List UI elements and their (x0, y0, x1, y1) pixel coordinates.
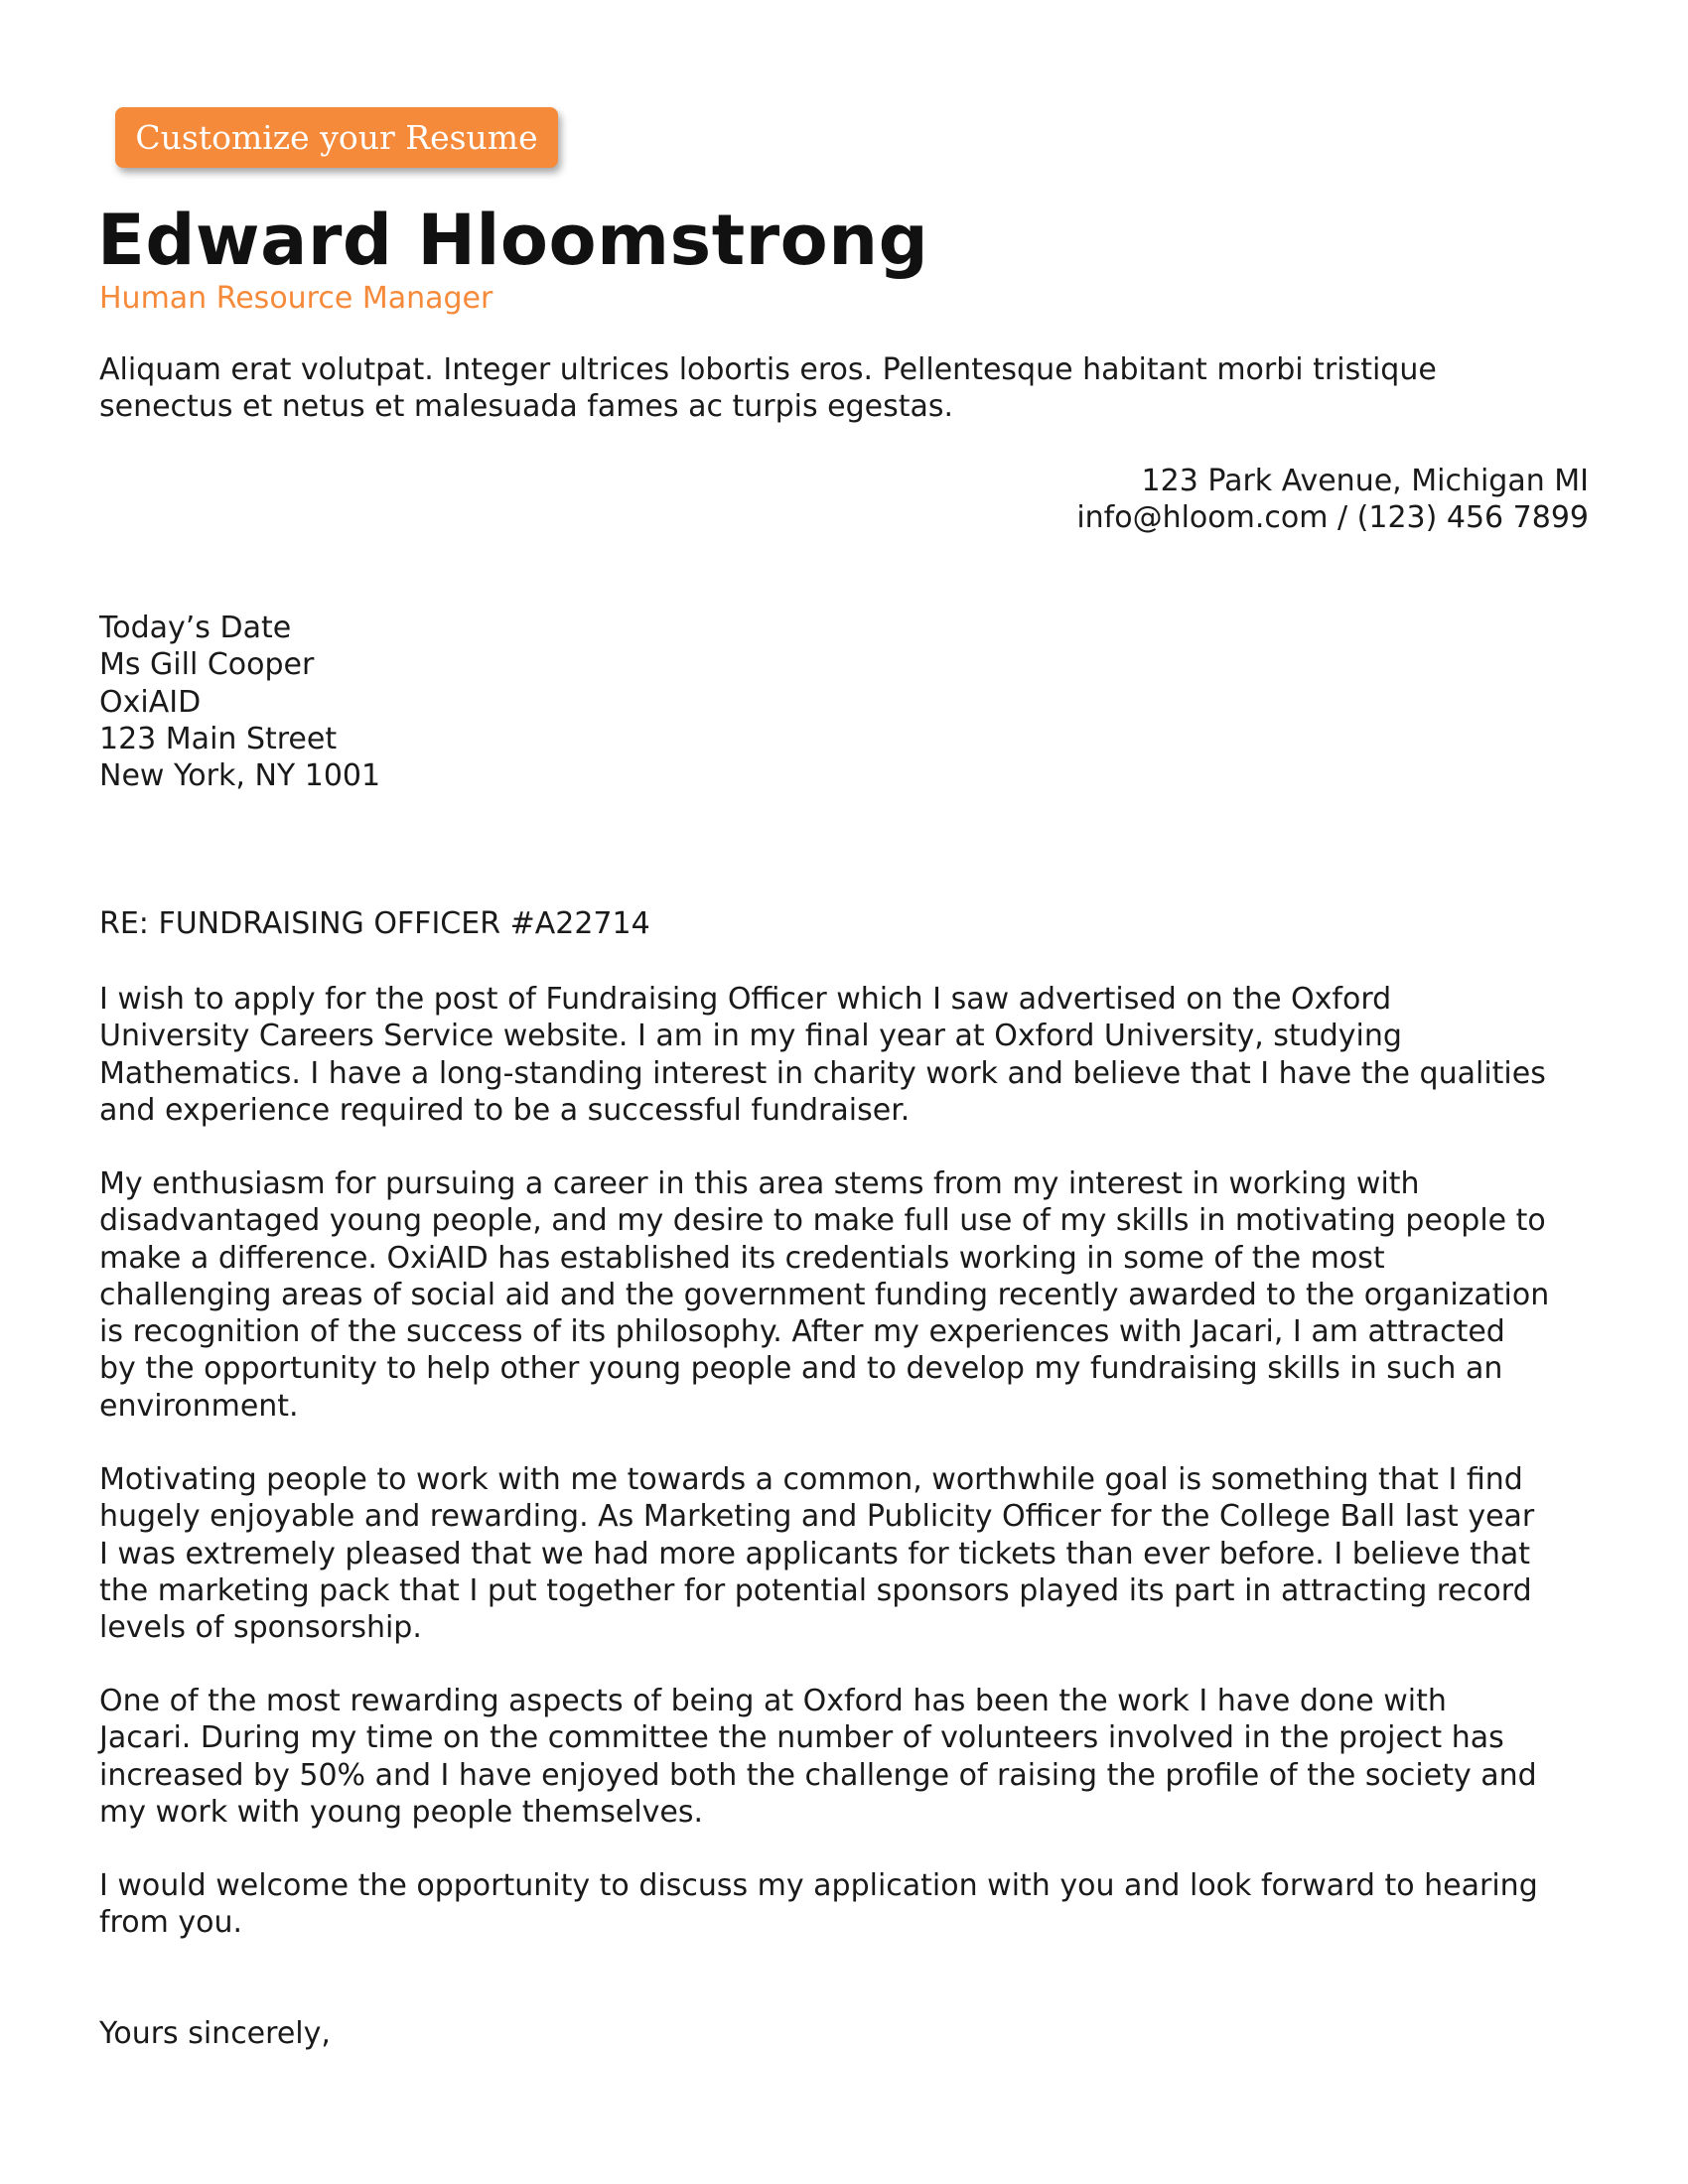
recipient-company: OxiAID (99, 684, 202, 720)
paragraph-line: increased by 50% and I have enjoyed both the challenge of raising the profile of the society and (99, 1757, 1537, 1793)
letter-subject (99, 905, 1601, 942)
paragraph-line: I wish to apply for the post of Fundraising Officer which I saw advertised on the Oxford (99, 982, 1392, 1017)
recipient-name: Ms Gill Cooper (99, 647, 315, 683)
paragraph-line: Motivating people to work with me towards a common, worthwhile goal is something that I find (99, 1462, 1523, 1497)
paragraph-line: environment. (99, 1388, 299, 1424)
paragraph-line: disadvantaged young people, and my desire to make full use of my skills in motivating people to (99, 1203, 1546, 1239)
paragraph-line: is recognition of the success of its philosophy. After my experiences with Jacari, I am attracted (99, 1314, 1505, 1350)
paragraph-line: University Careers Service website. I am in my final year at Oxford University, studying (99, 1019, 1402, 1054)
customize-resume-button[interactable]: Customize your Resume (115, 107, 558, 168)
paragraph-line: I would welcome the opportunity to discuss my application with you and look forward to hearing (99, 1868, 1538, 1903)
letter-closing (99, 2015, 1601, 2052)
closing-text: Yours sincerely, (99, 2016, 331, 2051)
recipient-city: New York, NY 1001 (99, 758, 381, 794)
paragraph-line: by the opportunity to help other young people and to develop my fundraising skills in such an (99, 1351, 1503, 1387)
recipient-block (99, 610, 1601, 794)
sender-contact (1076, 463, 1589, 537)
paragraph-line: Jacari. During my time on the committee the number of volunteers involved in the project has (99, 1720, 1504, 1756)
sender-email-phone: info@hloom.com / (123) 456 7899 (1076, 500, 1589, 536)
paragraph-line: Mathematics. I have a long-standing interest in charity work and believe that I have the qualities (99, 1055, 1546, 1091)
recipient-street: 123 Main Street (99, 721, 338, 756)
letter-paragraph-2 (99, 1165, 1601, 1425)
letter-paragraph-1 (99, 981, 1601, 1129)
letter-paragraph-5 (99, 1867, 1601, 1942)
subject-text: RE: FUNDRAISING OFFICER #A22714 (99, 906, 650, 941)
applicant-name: Edward Hloomstrong (97, 200, 929, 281)
letter-date: Today’s Date (99, 611, 292, 645)
sender-address: 123 Park Avenue, Michigan MI (1141, 464, 1589, 498)
paragraph-line: and experience required to be a successful fundraiser. (99, 1092, 911, 1128)
intro-line: Aliquam erat volutpat. Integer ultrices lobortis eros. Pellentesque habitant morbi tristique (99, 352, 1437, 387)
applicant-role: Human Resource Manager (99, 281, 493, 316)
paragraph-line: One of the most rewarding aspects of being at Oxford has been the work I have done with (99, 1684, 1447, 1718)
paragraph-line: the marketing pack that I put together for potential sponsors played its part in attracting record (99, 1572, 1532, 1608)
letter-paragraph-3 (99, 1461, 1601, 1646)
paragraph-line: hugely enjoyable and rewarding. As Marketing and Publicity Officer for the College Ball last year (99, 1499, 1535, 1535)
paragraph-line: from you. (99, 1905, 243, 1941)
paragraph-line: challenging areas of social aid and the government funding recently awarded to the organization (99, 1277, 1550, 1312)
paragraph-line: my work with young people themselves. (99, 1794, 704, 1830)
letter-paragraph-4 (99, 1683, 1601, 1831)
intro-line: senectus et netus et malesuada fames ac turpis egestas. (99, 389, 954, 425)
intro-summary (99, 351, 1601, 426)
paragraph-line: My enthusiasm for pursuing a career in this area stems from my interest in working with (99, 1166, 1420, 1201)
paragraph-line: levels of sponsorship. (99, 1610, 422, 1646)
paragraph-line: I was extremely pleased that we had more applicants for tickets than ever before. I believe that (99, 1536, 1531, 1571)
paragraph-line: make a difference. OxiAID has established its credentials working in some of the most (99, 1240, 1385, 1276)
